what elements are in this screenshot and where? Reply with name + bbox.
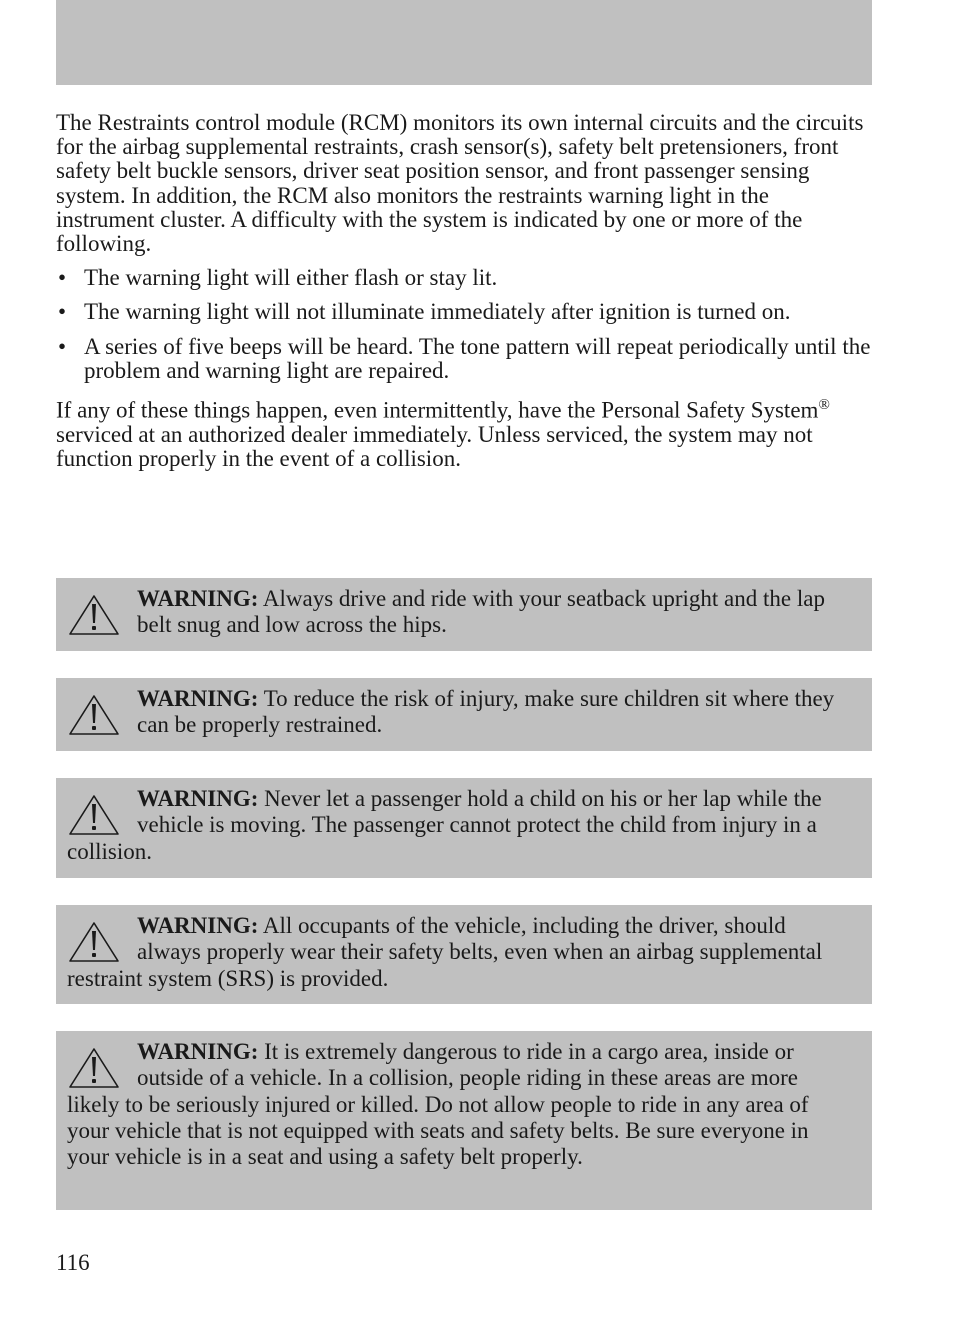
warning-label: WARNING: <box>137 913 259 938</box>
bullet-icon: • <box>58 333 67 359</box>
warning-text: Never let a passenger hold a child on his or her lap while the vehicle is moving. The passenger cannot protect the child from injury in a collision. <box>67 786 822 864</box>
warning-text: All occupants of the vehicle, including the driver, should always properly wear their safety belts, even when an airbag supplemental restraint system (SRS) is provided. <box>67 913 823 991</box>
page-number: 116 <box>56 1250 90 1275</box>
symptom-list <box>56 266 872 383</box>
registered-mark: ® <box>818 397 830 414</box>
warning-label: WARNING: <box>137 786 259 811</box>
list-item: • A series of five beeps will be heard. The tone pattern will repeat periodically until the problem and warning light are repaired. <box>58 333 871 383</box>
warning-label: WARNING: <box>137 686 259 711</box>
warning-box <box>56 578 872 651</box>
bullet-icon: • <box>58 265 67 291</box>
warning-triangle-icon <box>68 921 120 963</box>
warning-text: It is extremely dangerous to ride in a cargo area, inside or outside of a vehicle. In a collision, people riding in these areas are more likely to be seriously injured or killed. Do not allow people to ride in any area of your vehicle that is not equipped with seats and safety belts. Be sure everyone in your vehicle is in a seat and using a safety belt properly. <box>67 1039 809 1170</box>
warning-box <box>56 1031 872 1210</box>
list-item: • The warning light will not illuminate immediately after ignition is turned on. <box>58 299 791 325</box>
list-item: • The warning light will either flash or stay lit. <box>58 265 498 291</box>
warning-triangle-icon <box>68 1047 120 1089</box>
warning-box <box>56 905 872 1004</box>
outro-paragraph: If any of these things happen, even intermittently, have the Personal Safety System® serviced at an authorized dealer immediately. Unless serviced, the system may not function properly in the event of a collision. <box>56 397 830 472</box>
warning-triangle-icon <box>68 794 120 836</box>
warning-text: To reduce the risk of injury, make sure children sit where they can be properly restrained. <box>137 686 835 738</box>
warning-triangle-icon <box>68 594 120 636</box>
warning-triangle-icon <box>68 694 120 736</box>
warning-label: WARNING: <box>137 1039 259 1064</box>
header-bar <box>56 0 872 85</box>
main-content <box>56 111 872 471</box>
intro-paragraph: The Restraints control module (RCM) monitors its own internal circuits and the circuits for the airbag supplemental restraints, crash sensor(s), safety belt pretensioners, front safety belt buckle sensors, driver seat position sensor, and front passenger sensing system. In addition, the RCM also monitors the restraints warning light in the instrument cluster. A difficulty with the system is indicated by one or more of the following. <box>56 110 864 257</box>
warning-text: Always drive and ride with your seatback upright and the lap belt snug and low across the hips. <box>137 586 825 638</box>
bullet-icon: • <box>58 299 67 325</box>
warning-label: WARNING: <box>137 586 259 611</box>
warning-box <box>56 678 872 751</box>
warning-box <box>56 778 872 878</box>
